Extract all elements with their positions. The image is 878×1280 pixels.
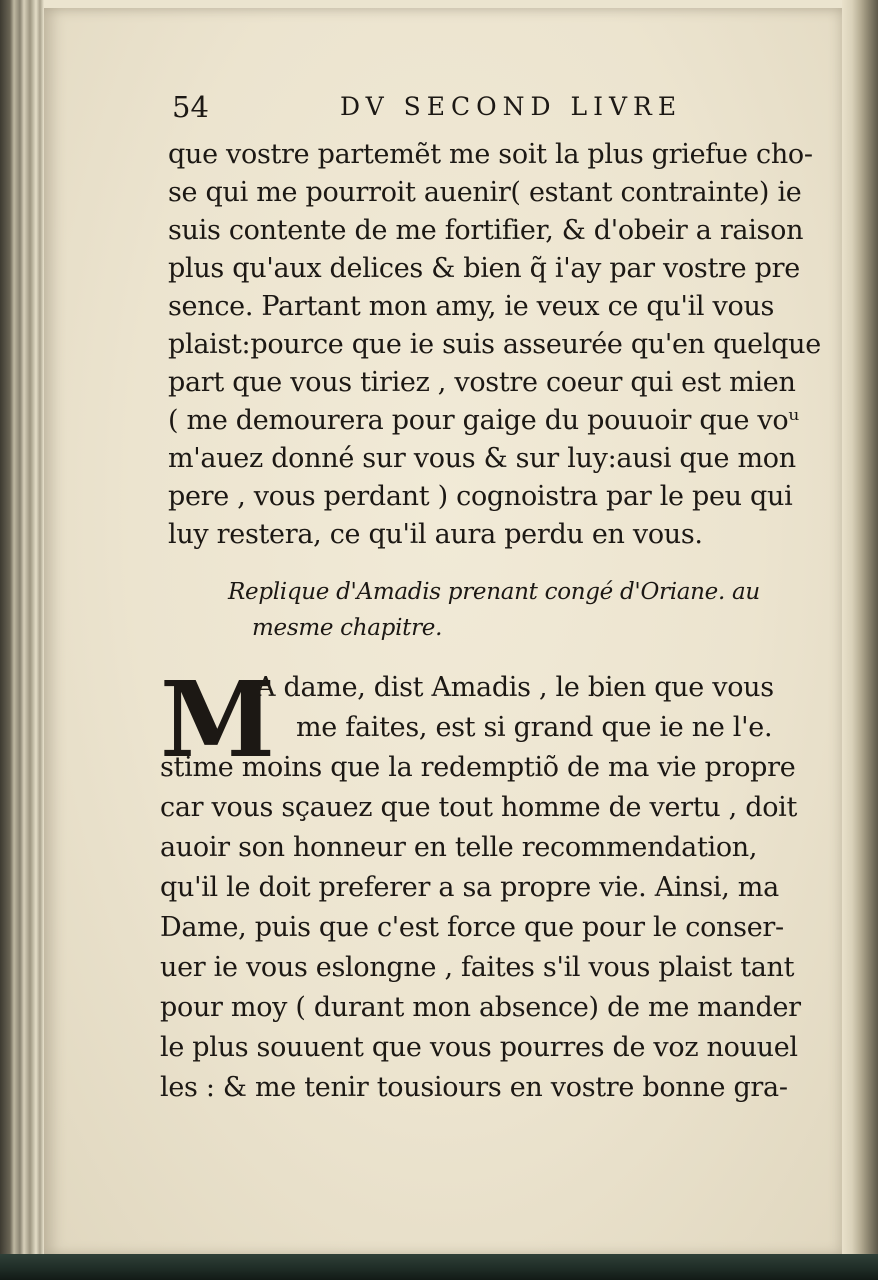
book-cover-edge [0, 1254, 878, 1280]
page-number: 54 [172, 90, 209, 124]
heading-line: Replique d'Amadis prenant congé d'Oriane. au [228, 579, 760, 605]
text-line: plus qu'aux delices & bien q̃ i'ay par vostre pre [168, 253, 800, 284]
text-line: le plus souuent que vous pourres de voz nouuel [160, 1032, 798, 1063]
text-line: uer ie vous eslongne , faites s'il vous plaist tant [160, 952, 795, 983]
text-line: que vostre partemẽt me soit la plus griefue cho- [168, 139, 813, 170]
paragraph-1 [168, 136, 821, 554]
section-heading [228, 574, 808, 646]
text-line: qu'il le doit preferer a sa propre vie. Ainsi, ma [160, 872, 779, 903]
book-page [44, 8, 844, 1256]
drop-cap-initial: M [160, 658, 276, 781]
text-line: pere , vous perdant ) cognoistra par le peu qui [168, 481, 793, 512]
page-header [172, 90, 692, 130]
text-line: car vous sçauez que tout homme de vertu , doit [160, 792, 798, 823]
text-line: part que vous tiriez , vostre coeur qui est mien [168, 367, 796, 398]
paragraph-2 [160, 658, 801, 1108]
running-head: DV SECOND LIVRE [340, 92, 683, 121]
text-line: les : & me tenir tousiours en vostre bonne gra- [160, 1072, 788, 1103]
text-line: A dame, dist Amadis , le bien que vous [256, 672, 774, 703]
text-line: se qui me pourroit auenir( estant contrainte) ie [168, 177, 802, 208]
text-line: pour moy ( durant mon absence) de me mander [160, 992, 801, 1023]
text-line: sence. Partant mon amy, ie veux ce qu'il vous [168, 291, 775, 322]
text-line: suis contente de me fortifier, & d'obeir a raison [168, 215, 804, 246]
text-line: luy restera, ce qu'il aura perdu en vous. [168, 519, 703, 550]
text-line: stime moins que la redemptiõ de ma vie propre [160, 752, 796, 783]
page-edge-right [842, 0, 878, 1280]
text-line: Dame, puis que c'est force que pour le conser- [160, 912, 784, 943]
text-line: m'auez donné sur vous & sur luy:ausi que mon [168, 443, 796, 474]
heading-line: mesme chapitre. [252, 615, 443, 641]
text-line: ( me demourera pour gaige du pouuoir que voᵘ [168, 405, 799, 436]
text-line: auoir son honneur en telle recommendation, [160, 832, 758, 863]
text-line: me faites, est si grand que ie ne l'e. [296, 712, 773, 743]
text-line: plaist:pource que ie suis asseurée qu'en quelque [168, 329, 821, 360]
